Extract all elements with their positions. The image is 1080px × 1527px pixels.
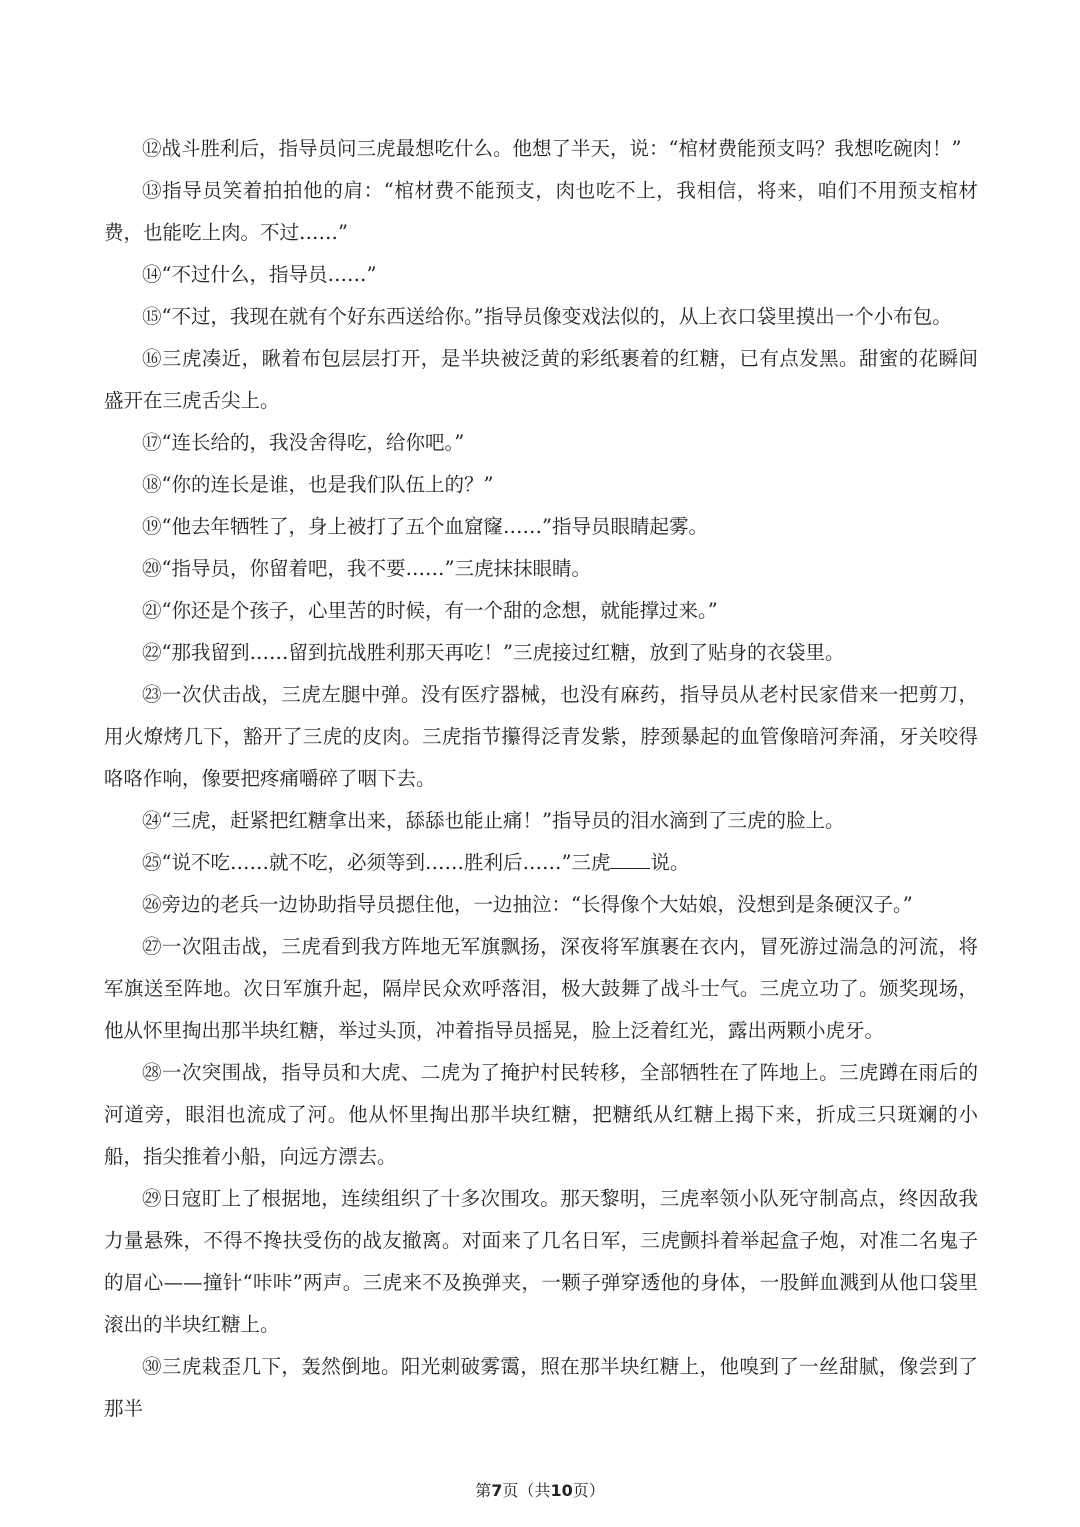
paragraph-21: ㉑“你还是个孩子，心里苦的时候，有一个甜的念想，就能撑过来。” [142, 599, 718, 622]
footer-middle: 页（共 [502, 1481, 551, 1500]
paragraph-28: ㉘一次突围战，指导员和大虎、二虎为了掩护村民转移，全部牺牲在了阵地上。三虎蹲在雨后的河道旁，眼泪也流成了河。他从怀里掏出那半块红糖，把糖纸从红糖上揭下来，折成三只斑斓的小船，指尖推着小船，向远方漂去。 [104, 1061, 978, 1168]
fill-in-blank [610, 848, 650, 869]
paragraph-12: ⑫战斗胜利后，指导员问三虎最想吃什么。他想了半天，说：“棺材费能预支吗？我想吃碗肉！” [142, 137, 962, 160]
paragraph-24: ㉔“三虎，赶紧把红糖拿出来，舔舔也能止痛！”指导员的泪水滴到了三虎的脸上。 [142, 809, 845, 832]
page-footer [0, 1478, 1080, 1501]
paragraph-13: ⑬指导员笑着拍拍他的肩：“棺材费不能预支，肉也吃不上，我相信，将来，咱们不用预支棺材费，也能吃上肉。不过……” [104, 179, 978, 244]
paragraph-27: ㉗一次阻击战，三虎看到我方阵地无军旗飘扬，深夜将军旗裹在衣内，冒死游过湍急的河流，将军旗送至阵地。次日军旗升起，隔岸民众欢呼落泪，极大鼓舞了战斗士气。三虎立功了。颁奖现场，他从怀里掏出那半块红糖，举过头顶，冲着指导员摇晃，脸上泛着红光，露出两颗小虎牙。 [104, 935, 978, 1042]
paragraph-15: ⑮“不过，我现在就有个好东西送给你。”指导员像变戏法似的，从上衣口袋里摸出一个小布包。 [142, 305, 952, 328]
paragraph-17: ⑰“连长给的，我没舍得吃，给你吧。” [142, 431, 465, 454]
footer-suffix: 页） [572, 1481, 605, 1500]
paragraph-14: ⑭“不过什么，指导员……” [142, 263, 377, 286]
footer-total-pages: 10 [550, 1481, 573, 1500]
article-body [104, 128, 978, 1430]
paragraph-16: ⑯三虎凑近，瞅着布包层层打开，是半块被泛黄的彩纸裹着的红糖，已有点发黑。甜蜜的花瞬间盛开在三虎舌尖上。 [104, 347, 978, 412]
paragraph-25-before: ㉕“说不吃……就不吃，必须等到……胜利后……”三虎 [142, 851, 611, 874]
paragraph-25 [104, 842, 978, 884]
paragraph-30: ㉚三虎栽歪几下，轰然倒地。阳光刺破雾霭，照在那半块红糖上，他嗅到了一丝甜腻，像尝到了那半 [104, 1355, 978, 1420]
paragraph-25-after: 说。 [650, 851, 690, 874]
paragraph-26: ㉖旁边的老兵一边协助指导员摁住他，一边抽泣：“长得像个大姑娘，没想到是条硬汉子。” [142, 893, 913, 916]
paragraph-18: ⑱“你的连长是谁，也是我们队伍上的？” [142, 473, 494, 496]
paragraph-29: ㉙日寇盯上了根据地，连续组织了十多次围攻。那天黎明，三虎率领小队死守制高点，终因敌我力量悬殊，不得不搀扶受伤的战友撤离。对面来了几名日军，三虎颤抖着举起盒子炮，对准二名鬼子的眉心——撞针“咔咔”两声。三虎来不及换弹夹，一颗子弹穿透他的身体，一股鲜血溅到从他口袋里滚出的半块红糖上。 [104, 1187, 978, 1336]
footer-page-number: 7 [491, 1481, 503, 1500]
paragraph-20: ⑳“指导员，你留着吧，我不要……”三虎抹抹眼睛。 [142, 557, 591, 580]
paragraph-23: ㉓一次伏击战，三虎左腿中弹。没有医疗器械，也没有麻药，指导员从老村民家借来一把剪刀，用火燎烤几下，豁开了三虎的皮肉。三虎指节攥得泛青发紫，脖颈暴起的血管像暗河奔涌，牙关咬得咯咯作响，像要把疼痛嚼碎了咽下去。 [104, 683, 978, 790]
footer-prefix: 第 [475, 1481, 492, 1500]
paragraph-22: ㉒“那我留到……留到抗战胜利那天再吃！”三虎接过红糖，放到了贴身的衣袋里。 [142, 641, 845, 664]
paragraph-19: ⑲“他去年牺牲了，身上被打了五个血窟窿……”指导员眼睛起雾。 [142, 515, 708, 538]
